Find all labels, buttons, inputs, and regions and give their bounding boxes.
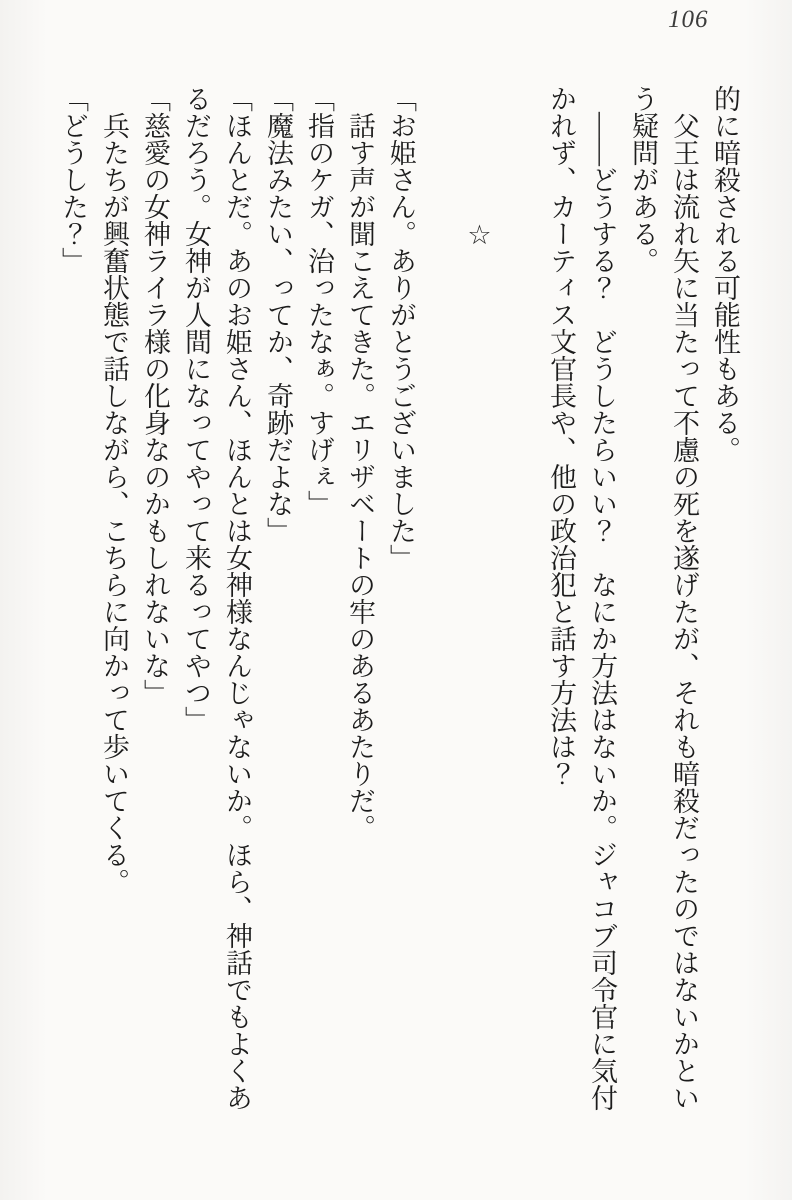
paragraph-narration: 兵たちが興奮状態で話しながら、こちらに向かって歩いてくる。 [99, 112, 129, 895]
page-number: 106 [668, 6, 709, 33]
paragraph-dialogue: 「ほんとだ。あのお姫さん、ほんとは女神様なんじゃないか。ほら、神話でもよくあるだろう。女神が人間になってやって来るってやつ」 [181, 85, 252, 1111]
paragraph-dialogue: 「お姫さん。ありがとうございました」 [386, 85, 416, 571]
paragraph-dialogue: 「どうした？」 [58, 85, 88, 274]
paragraph-dialogue: 「慈愛の女神ライラ様の化身なのかもしれないな」 [140, 85, 170, 706]
section-divider-star: ☆ [465, 220, 495, 251]
paragraph-dialogue: 「指のケガ、治ったなぁ。すげぇ」 [304, 85, 334, 517]
paragraph-narration: 父王は流れ矢に当たって不慮の死を遂げたが、それも暗殺だったのではないかという疑問がある。 [628, 85, 699, 1111]
paragraph-narration-continued: 的に暗殺される可能性もある。 [710, 85, 740, 463]
paragraph-dialogue: 「魔法みたい、ってか、奇跡だよな」 [263, 85, 293, 544]
vertical-text-block [45, 85, 745, 1111]
paragraph-inner-thought: ——どうする？ どうしたらいい？ なにか方法はないか。ジャコブ司令官に気付かれず、カーティス文官長や、他の政治犯と話す方法は？ [546, 85, 617, 1111]
paragraph-narration: 話す声が聞こえてきた。エリザベートの牢のあるあたりだ。 [345, 112, 375, 841]
